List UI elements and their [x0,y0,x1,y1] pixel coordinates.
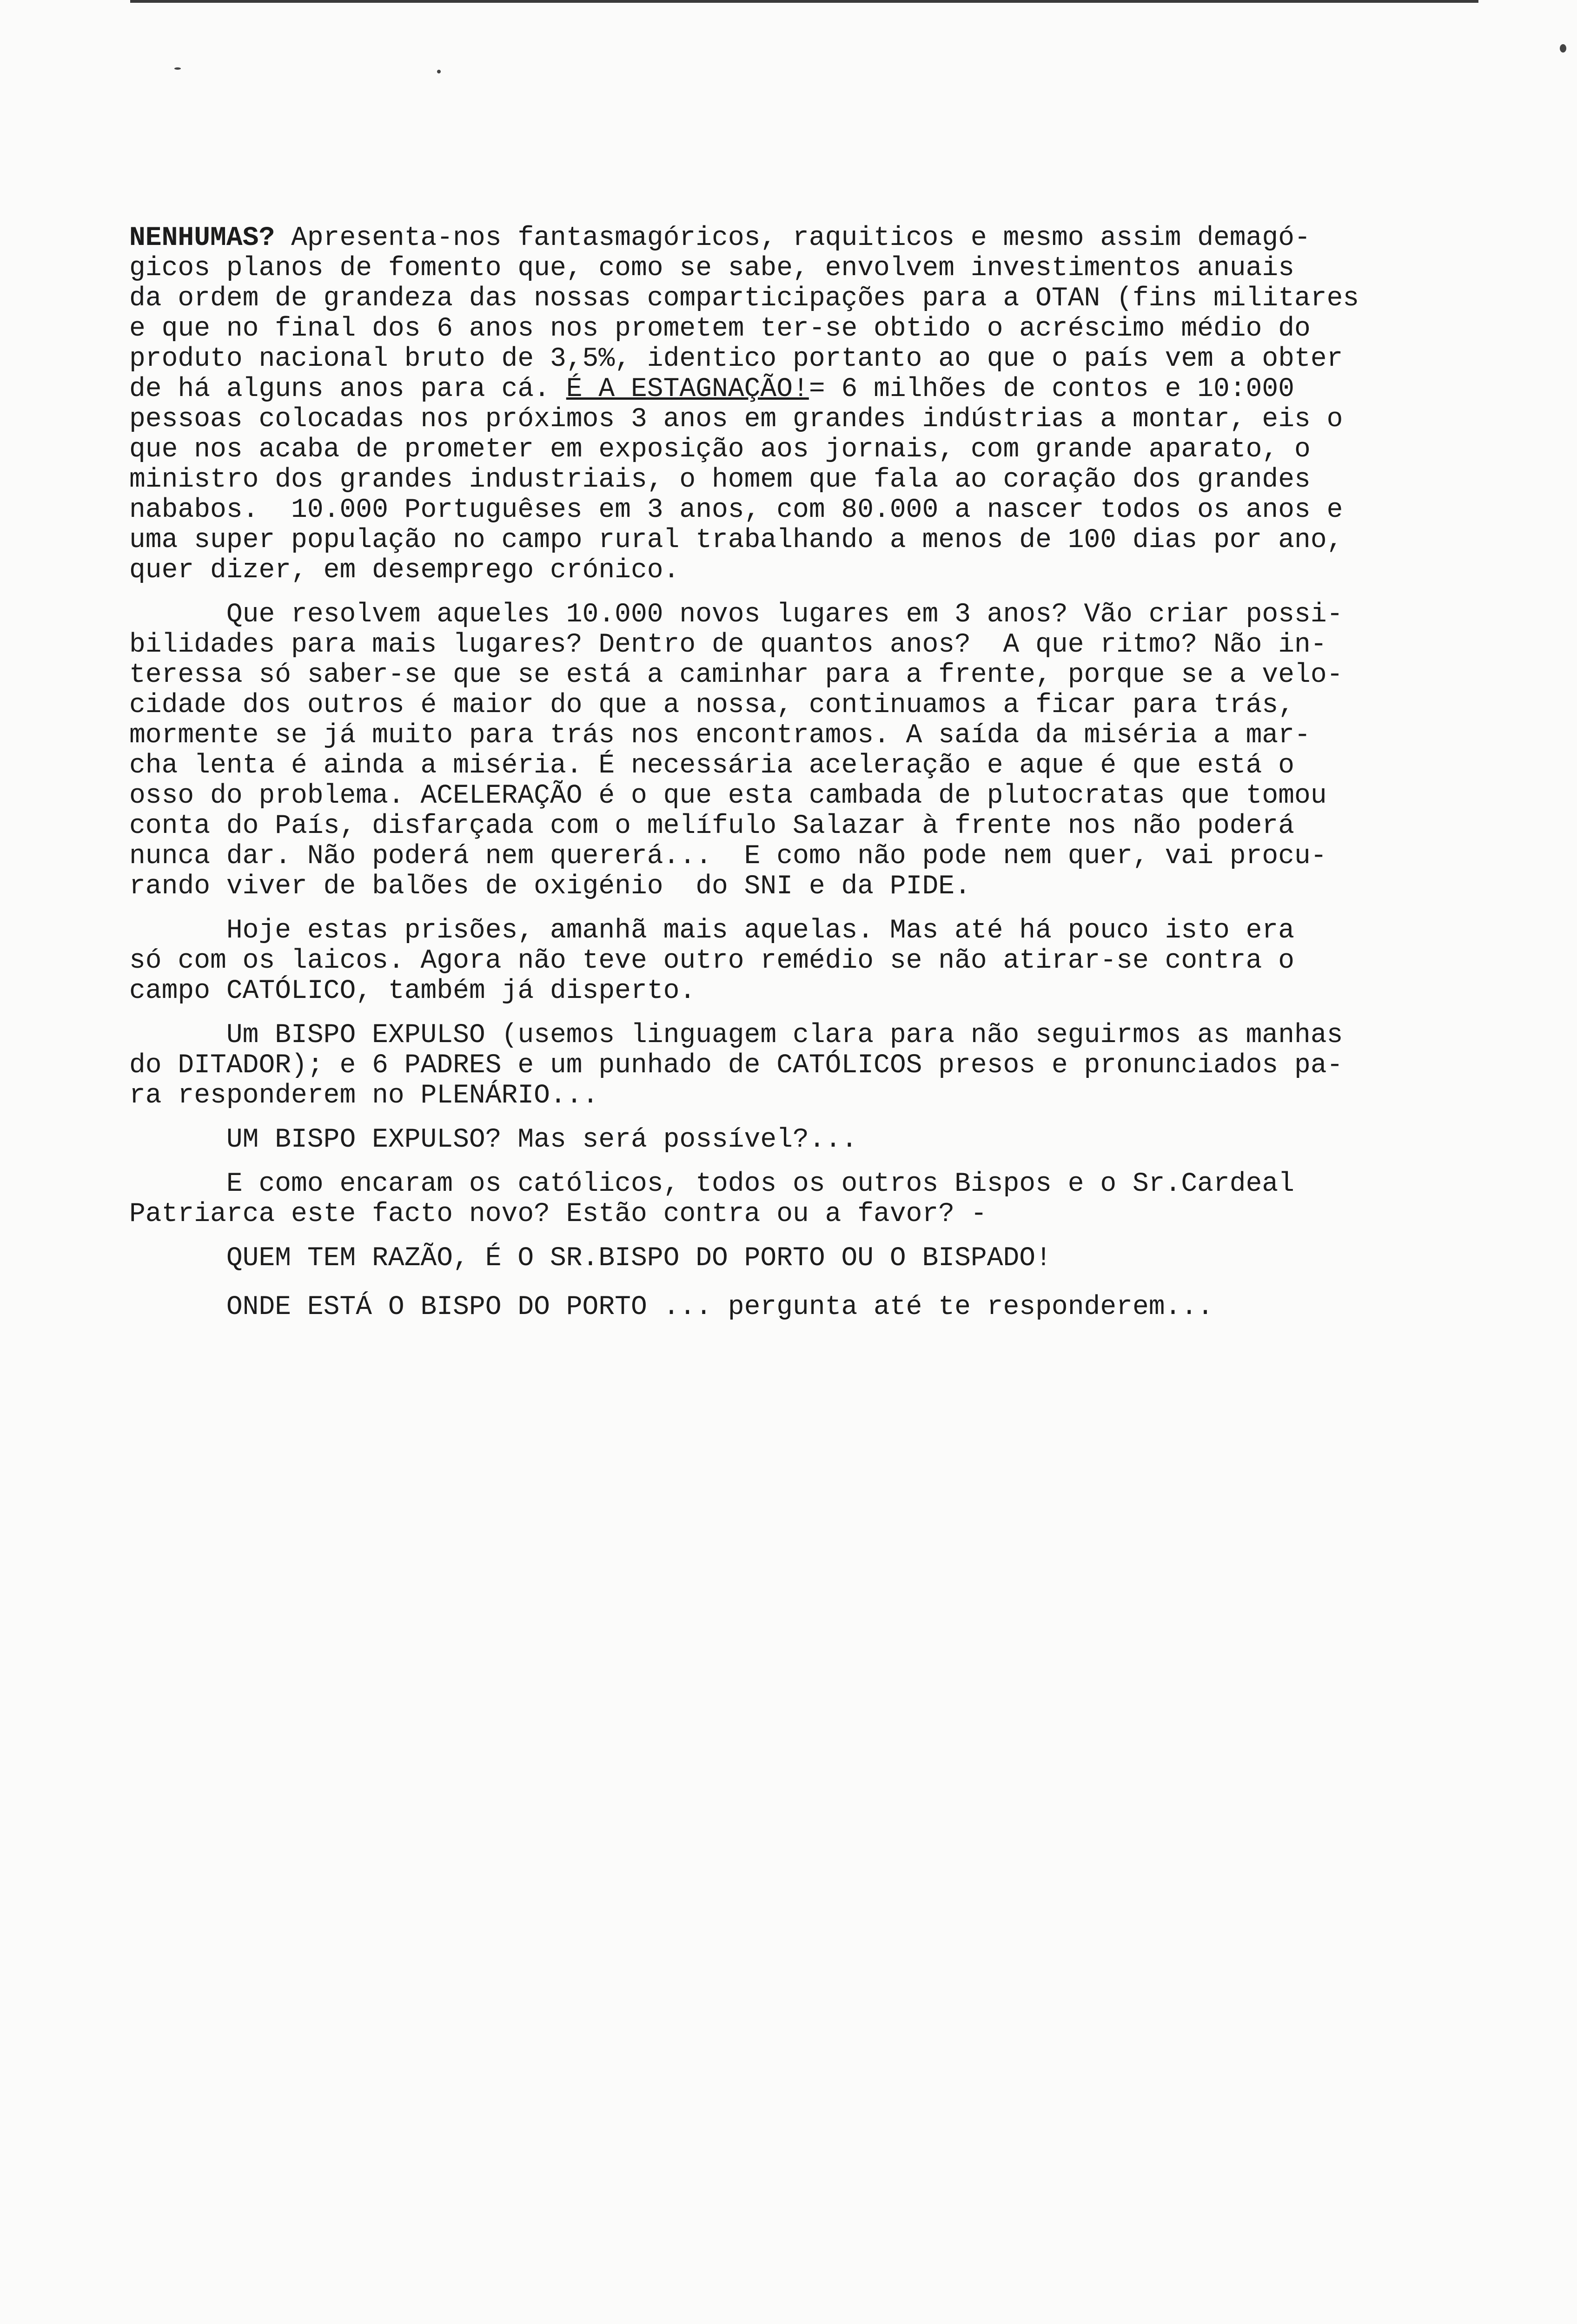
text-segment: uma super população no campo rural trabalhando a menos de 100 dias por ano, [129,525,1343,555]
text-line [129,1020,1543,1050]
text-segment: Hoje estas prisões, amanhã mais aquelas. Mas até há pouco isto era [129,916,1295,946]
text-line [129,404,1543,435]
text-line [129,555,1543,586]
paragraph [129,1292,1543,1322]
text-segment: gicos planos de fomento que, como se sabe, envolvem investimentos anuais [129,253,1295,284]
top-edge-rule [130,0,1478,3]
bold-text: NENHUMAS? [129,223,275,253]
text-segment: Um BISPO EXPULSO (usemos linguagem clara para não seguirmos as manhas [129,1020,1343,1050]
scan-speck [174,67,181,70]
text-line [129,1243,1543,1274]
text-segment: teressa só saber-se que se está a caminhar para a frente, porque se a velo- [129,660,1343,690]
text-line [129,660,1543,690]
text-segment: ONDE ESTÁ O BISPO DO PORTO ... pergunta até te responderem... [129,1292,1213,1322]
paragraph [129,1243,1543,1274]
text-segment: bilidades para mais lugares? Dentro de quantos anos? A que ritmo? Não in- [129,630,1327,660]
underlined-text: É A ESTAGNAÇÃO! [566,374,809,404]
text-segment: produto nacional bruto de 3,5%, identico portanto ao que o país vem a obter [129,344,1343,374]
text-segment: rando viver de balões de oxigénio do SNI e da PIDE. [129,872,971,902]
text-line [129,1125,1543,1155]
text-segment: mormente se já muito para trás nos encontramos. A saída da miséria a mar- [129,720,1311,751]
text-line [129,1169,1543,1199]
text-line [129,916,1543,946]
text-segment: que nos acaba de prometer em exposição aos jornais, com grande aparato, o [129,435,1311,465]
text-segment: só com os laicos. Agora não teve outro remédio se não atirar-se contra o [129,946,1295,976]
text-segment: QUEM TEM RAZÃO, É O SR.BISPO DO PORTO OU O BISPADO! [129,1243,1052,1274]
text-line [129,374,1543,404]
text-segment: E como encaram os católicos, todos os outros Bispos e o Sr.Cardeal [129,1169,1295,1199]
text-segment: nunca dar. Não poderá nem quererá... E como não pode nem quer, vai procu- [129,841,1327,872]
text-segment: ministro dos grandes industriais, o homem que fala ao coração dos grandes [129,465,1311,495]
text-segment: campo CATÓLICO, também já disperto. [129,976,696,1006]
text-line [129,976,1543,1006]
document-body [129,223,1543,1322]
text-line [129,253,1543,284]
text-segment: = 6 milhões de contos e 10:000 [808,374,1295,404]
text-segment: Que resolvem aqueles 10.000 novos lugares em 3 anos? Vão criar possi- [129,600,1343,630]
text-line [129,630,1543,660]
text-segment: pessoas colocadas nos próximos 3 anos em grandes indústrias a montar, eis o [129,404,1343,435]
text-segment: do DITADOR); e 6 PADRES e um punhado de CATÓLICOS presos e pronunciados pa- [129,1050,1343,1081]
text-line [129,690,1543,720]
text-segment: da ordem de grandeza das nossas comparticipações para a OTAN (fins militares [129,284,1359,314]
text-segment: osso do problema. ACELERAÇÃO é o que esta cambada de plutocratas que tomou [129,781,1327,811]
paragraph [129,600,1543,902]
text-line [129,841,1543,872]
text-line [129,223,1543,253]
text-line [129,872,1543,902]
text-line [129,781,1543,811]
paragraph [129,1020,1543,1111]
text-line [129,600,1543,630]
text-segment: de há alguns anos para cá. [129,374,566,404]
text-segment: nababos. 10.000 Portuguêses em 3 anos, com 80.000 a nascer todos os anos e [129,495,1343,525]
text-line [129,1081,1543,1111]
paragraph [129,1125,1543,1155]
text-line [129,314,1543,344]
text-line [129,344,1543,374]
scan-speck [1560,44,1566,53]
text-line [129,720,1543,751]
text-segment: conta do País, disfarçada com o melífulo Salazar à frente nos não poderá [129,811,1295,841]
paragraph [129,1169,1543,1229]
text-line [129,1199,1543,1229]
text-segment: cha lenta é ainda a miséria. É necessária aceleração e aque é que está o [129,751,1295,781]
text-segment: cidade dos outros é maior do que a nossa, continuamos a ficar para trás, [129,690,1295,720]
text-line [129,751,1543,781]
text-segment: ra responderem no PLENÁRIO... [129,1081,599,1111]
text-line [129,811,1543,841]
text-segment: UM BISPO EXPULSO? Mas será possível?... [129,1125,858,1155]
text-segment: quer dizer, em desemprego crónico. [129,555,680,586]
paragraph [129,223,1543,586]
text-line [129,1050,1543,1081]
text-segment: Patriarca este facto novo? Estão contra ou a favor? - [129,1199,987,1229]
text-segment: Apresenta-nos fantasmagóricos, raquiticos e mesmo assim demagó- [275,223,1311,253]
text-line [129,495,1543,525]
text-line [129,946,1543,976]
text-line [129,435,1543,465]
text-line [129,1292,1543,1322]
paragraph [129,916,1543,1006]
text-line [129,284,1543,314]
scan-speck [437,70,441,73]
text-segment: e que no final dos 6 anos nos prometem ter-se obtido o acréscimo médio do [129,314,1311,344]
text-line [129,465,1543,495]
text-line [129,525,1543,555]
